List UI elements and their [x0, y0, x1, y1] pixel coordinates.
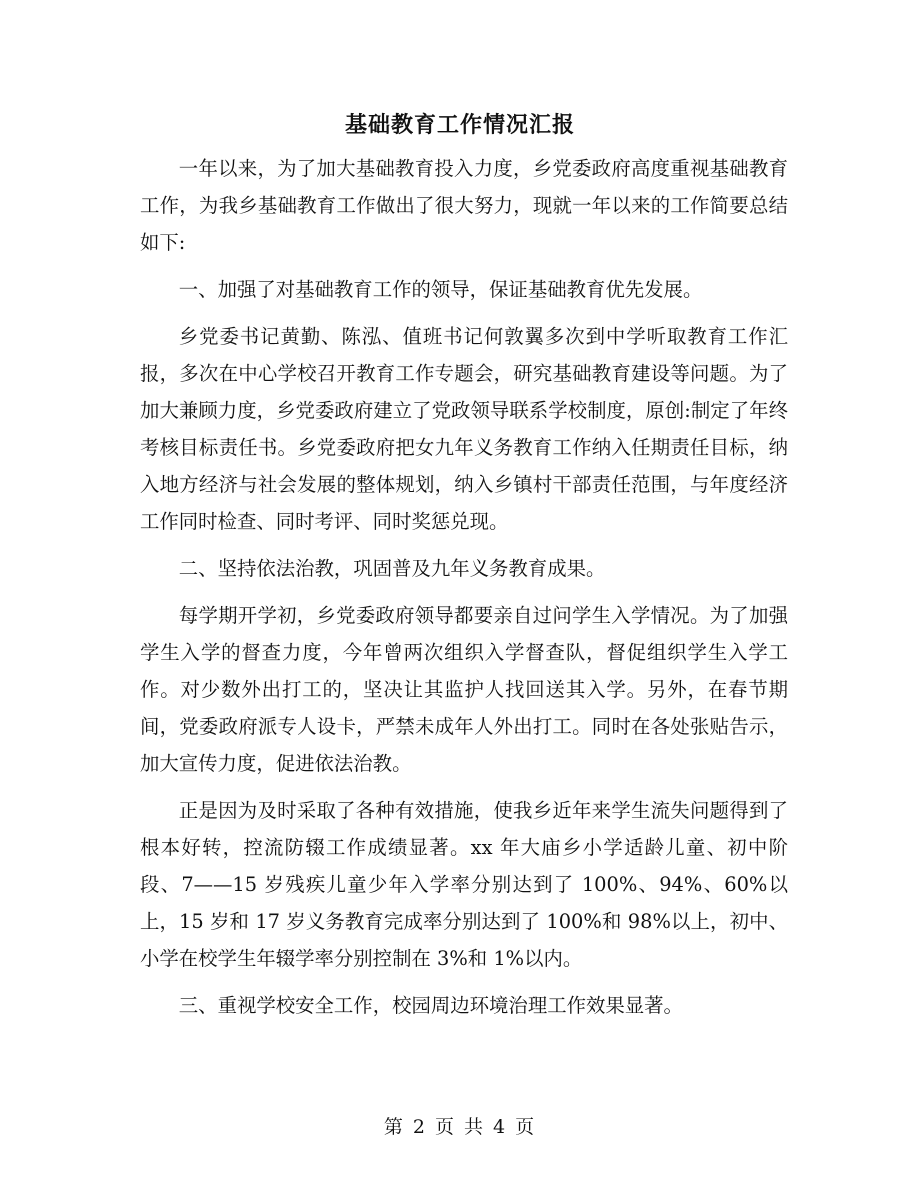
- paragraph-results: 正是因为及时采取了各种有效措施，使我乡近年来学生流失问题得到了根本好转，控流防辍工作成绩显著。xx 年大庙乡小学适龄儿童、初中阶段、7——15 岁残疾儿童少年入学率分别达到了 100%、94%、60%以上，15 岁和 17 岁义务教育完成率分别达到了 100%和 98%以上，初中、小学在校学生年辍学率分别控制在 3%和 1%以内。: [140, 799, 788, 970]
- document-title: 基础教育工作情况汇报: [344, 112, 575, 138]
- section-heading-3: 三、重视学校安全工作，校园周边环境治理工作效果显著。: [178, 994, 683, 1017]
- page-footer: 第 2 页 共 4 页: [383, 1116, 537, 1138]
- paragraph-leadership: 乡党委书记黄勤、陈泓、值班书记何敦翼多次到中学听取教育工作汇报，多次在中心学校召开教育工作专题会，研究基础教育建设等问题。为了加大兼顾力度，乡党委政府建立了党政领导联系学校制度，原创:制定了年终考核目标责任书。乡党委政府把女九年义务教育工作纳入任期责任目标，纳入地方经济与社会发展的整体规划，纳入乡镇村干部责任范围，与年度经济工作同时检查、同时考评、同时奖惩兑现。: [140, 325, 788, 533]
- section-heading-2: 二、坚持依法治教，巩固普及九年义务教育成果。: [178, 557, 606, 580]
- section-heading-1: 一、加强了对基础教育工作的领导，保证基础教育优先发展。: [178, 278, 703, 301]
- document-body: [140, 150, 788, 1024]
- paragraph-enrollment: 每学期开学初，乡党委政府领导都要亲自过问学生入学情况。为了加强学生入学的督查力度，今年曾两次组织入学督查队，督促组织学生入学工作。对少数外出打工的，坚决让其监护人找回送其入学。另外，在春节期间，党委政府派专人设卡，严禁未成年人外出打工。同时在各处张贴告示，加大宣传力度，促进依法治教。: [140, 604, 788, 775]
- paragraph-intro: 一年以来，为了加大基础教育投入力度，乡党委政府高度重视基础教育工作，为我乡基础教育工作做出了很大努力，现就一年以来的工作简要总结如下:: [140, 157, 788, 254]
